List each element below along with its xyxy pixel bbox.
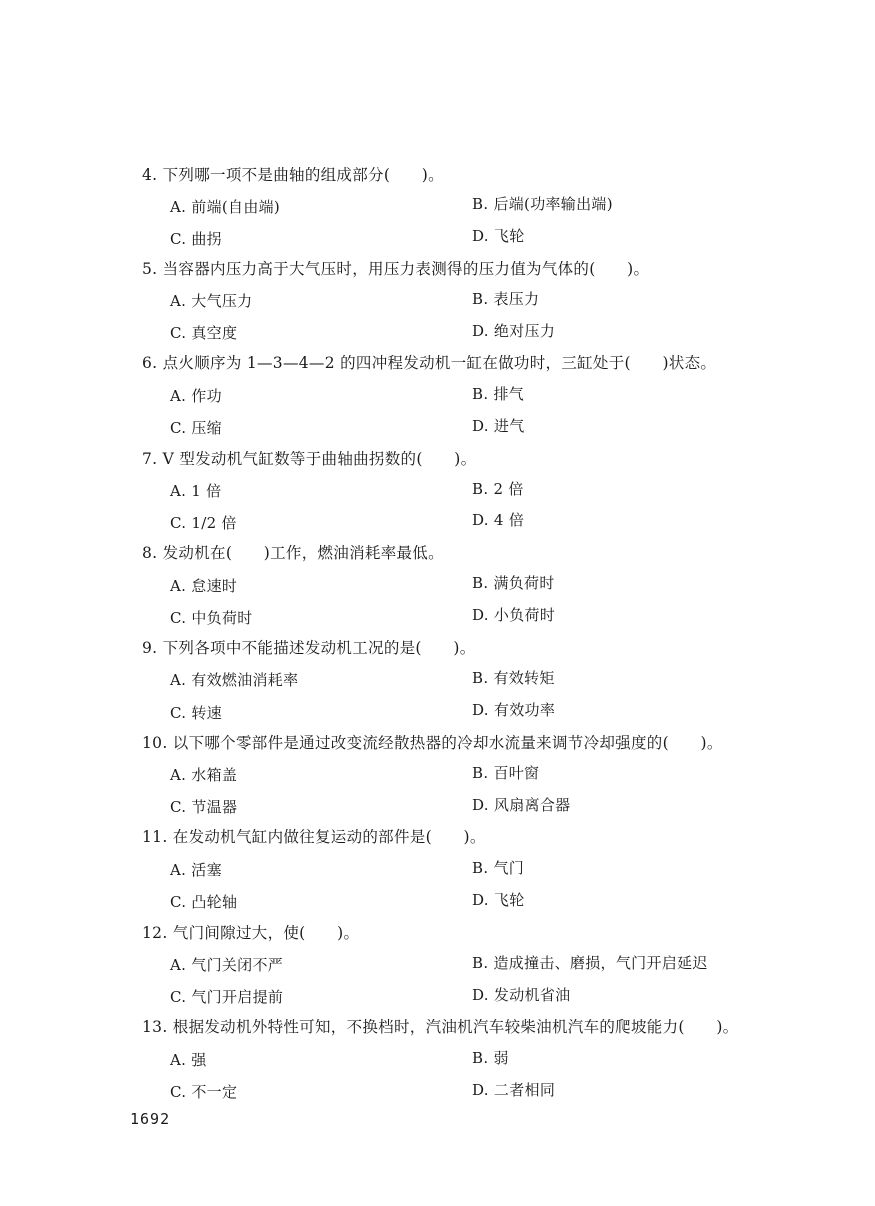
question-7-option-a: A. 1 倍 [170,482,222,500]
question-12-option-b: B. 造成撞击、磨损，气门开启延迟 [472,954,708,972]
question-11-option-d: D. 飞轮 [472,891,525,909]
question-7-option-d: D. 4 倍 [472,511,525,529]
question-10-option-d: D. 风扇离合器 [472,796,571,814]
question-4-option-c: C. 曲拐 [170,230,222,248]
question-13-option-b: B. 弱 [472,1049,509,1067]
question-10-option-c: C. 节温器 [170,798,238,816]
question-13-option-a: A. 强 [170,1051,207,1069]
question-4-stem: 4. 下列哪一项不是曲轴的组成部分( )。 [142,166,444,184]
question-9-option-b: B. 有效转矩 [472,669,555,687]
question-9-option-c: C. 转速 [170,704,222,722]
question-7-option-b: B. 2 倍 [472,480,524,498]
question-5-option-c: C. 真空度 [170,324,238,342]
question-9-option-d: D. 有效功率 [472,701,556,719]
question-8-option-d: D. 小负荷时 [472,606,556,624]
question-13-option-c: C. 不一定 [170,1083,238,1101]
question-6-option-b: B. 排气 [472,385,525,403]
question-10-option-a: A. 水箱盖 [170,766,238,784]
question-12-option-a: A. 气门关闭不严 [170,956,284,974]
question-4-option-d: D. 飞轮 [472,227,525,245]
question-8-option-c: C. 中负荷时 [170,609,253,627]
question-4-option-b: B. 后端(功率输出端) [472,195,613,213]
question-6-option-c: C. 压缩 [170,419,222,437]
question-5-stem: 5. 当容器内压力高于大气压时，用压力表测得的压力值为气体的( )。 [142,260,650,278]
question-6-stem: 6. 点火顺序为 1—3—4—2 的四冲程发动机一缸在做功时，三缸处于( )状态。 [142,354,717,372]
question-12-option-c: C. 气门开启提前 [170,988,284,1006]
question-12-stem: 12. 气门间隙过大，使( )。 [142,924,360,942]
question-11-stem: 11. 在发动机气缸内做往复运动的部件是( )。 [142,828,486,846]
question-10-stem: 10. 以下哪个零部件是通过改变流经散热器的冷却水流量来调节冷却强度的( )。 [142,734,723,752]
question-6-option-a: A. 作功 [170,387,222,405]
question-5-option-a: A. 大气压力 [170,292,253,310]
question-5-option-b: B. 表压力 [472,290,540,308]
question-11-option-c: C. 凸轮轴 [170,893,238,911]
question-11-option-b: B. 气门 [472,859,525,877]
page-number: 1692 [130,1110,171,1128]
question-9-option-a: A. 有效燃油消耗率 [170,671,299,689]
question-11-option-a: A. 活塞 [170,861,222,879]
question-13-stem: 13. 根据发动机外特性可知，不换档时，汽油机汽车较柴油机汽车的爬坡能力( )。 [142,1018,739,1036]
question-12-option-d: D. 发动机省油 [472,986,571,1004]
question-5-option-d: D. 绝对压力 [472,322,556,340]
question-13-option-d: D. 二者相同 [472,1081,556,1099]
question-4-option-a: A. 前端(自由端) [170,198,281,216]
question-8-option-a: A. 怠速时 [170,577,238,595]
question-7-stem: 7. V 型发动机气缸数等于曲轴曲拐数的( )。 [142,450,477,468]
question-8-stem: 8. 发动机在( )工作，燃油消耗率最低。 [142,544,444,562]
question-9-stem: 9. 下列各项中不能描述发动机工况的是( )。 [142,639,476,657]
question-10-option-b: B. 百叶窗 [472,764,540,782]
question-6-option-d: D. 进气 [472,417,525,435]
question-7-option-c: C. 1/2 倍 [170,514,237,532]
question-8-option-b: B. 满负荷时 [472,574,555,592]
